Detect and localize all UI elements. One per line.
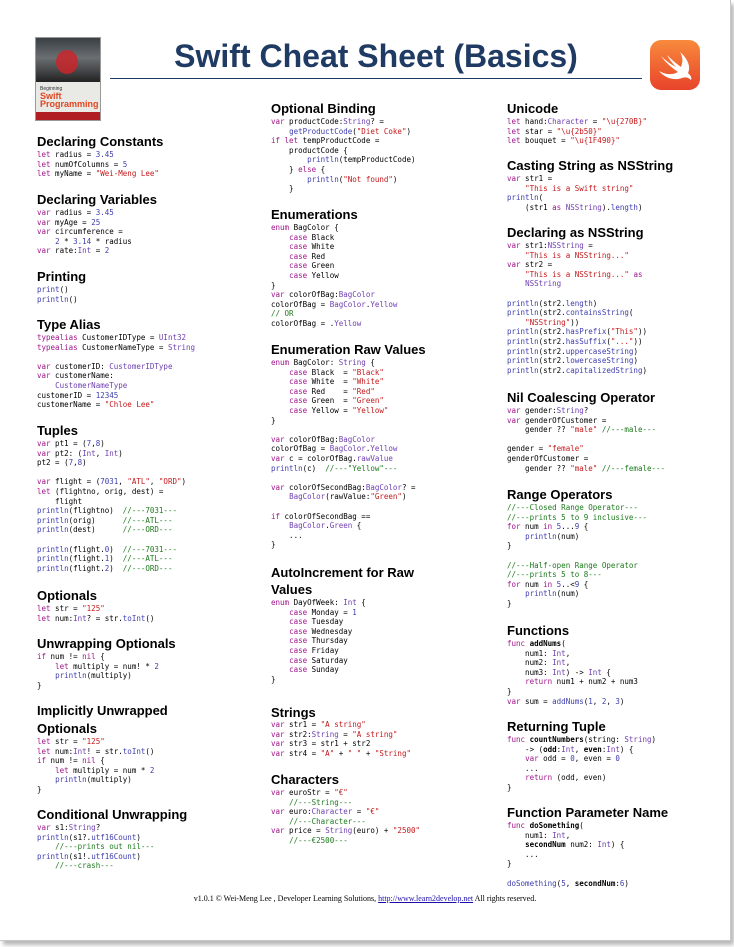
heading-unicode: Unicode <box>507 101 559 116</box>
heading-implicitly-unwrapped-cont: Optionals <box>37 721 97 736</box>
book-cover-subtitle: Beginning <box>40 86 63 92</box>
heading-conditional-unwrapping: Conditional Unwrapping <box>37 807 188 822</box>
heading-casting-string: Casting String as NSString <box>507 158 674 173</box>
title-underline <box>110 78 642 79</box>
heading-characters: Characters <box>271 772 339 787</box>
page-title: Swift Cheat Sheet (Basics) <box>174 38 578 74</box>
heading-autoincrement: AutoIncrement for Raw <box>271 565 415 580</box>
heading-strings: Strings <box>271 705 316 720</box>
heading-unwrapping-optionals: Unwrapping Optionals <box>37 636 176 651</box>
code-optional-binding: var productCode:String? = getProductCode("Diet Coke") if let tempProductCode = productCode { println(tempProductCode) } else { println("Not found") } <box>271 117 416 194</box>
code-declaring-variables: var radius = 3.45 var myAge = 25 var circumference = 2 * 3.14 * radius var rate:Int = 2 <box>37 208 132 256</box>
code-implicitly-unwrapped: let str = "125" let num:Int! = str.toInt() if num != nil { let multiply = num * 2 println(multiply) } <box>37 737 155 794</box>
heading-enumeration-raw-values: Enumeration Raw Values <box>271 342 426 357</box>
heading-type-alias: Type Alias <box>37 317 101 332</box>
heading-tuples: Tuples <box>37 423 78 438</box>
code-autoincrement: enum DayOfWeek: Int { case Monday = 1 case Tuesday case Wednesday case Thursday case Friday case Saturday case Sunday } <box>271 598 366 684</box>
heading-implicitly-unwrapped: Implicitly Unwrapped <box>37 703 168 718</box>
code-nil-coalescing: var gender:String? var genderOfCustomer = gender ?? "male" //---male--- gender = "female" genderOfCustomer = gender ?? "male" //---female--- <box>507 406 666 473</box>
heading-returning-tuple: Returning Tuple <box>507 719 606 734</box>
swift-logo-icon <box>650 40 700 90</box>
code-tuples: var pt1 = (7,8) var pt2: (Int, Int) pt2 = (7,8) var flight = (7031, "ATL", "ORD") let (flightno, orig, dest) = flight println(flightno) //---7031--- println(orig) //---ATL--- println(dest) //---ORD--- println(flight.0) //---7031--- println(flight.1) //---ATL--- println(flight.2) //---ORD--- <box>37 439 187 573</box>
book-cover-stripe <box>36 112 100 120</box>
heading-optional-binding: Optional Binding <box>271 101 376 116</box>
code-casting-string: var str1 = "This is a Swift string" println( (str1 as NSString).length) <box>507 174 643 212</box>
code-printing: print() println() <box>37 285 78 304</box>
heading-range-operators: Range Operators <box>507 487 613 502</box>
code-returning-tuple: func countNumbers(string: String) -> (odd:Int, even:Int) { var odd = 0, even = 0 ... return (odd, even) } <box>507 735 657 792</box>
heading-declaring-nsstring: Declaring as NSString <box>507 225 644 240</box>
code-strings: var str1 = "A string" var str2:String = "A string" var str3 = str1 + str2 var str4 = "A" + " " + "String" <box>271 720 411 758</box>
heading-declaring-constants: Declaring Constants <box>37 134 164 149</box>
code-conditional-unwrapping: var s1:String? println(s1?.utf16Count) //---prints out nil--- println(s1!.utf16Count) //---crash--- <box>37 823 155 871</box>
code-unwrapping-optionals: if num != nil { let multiply = num! * 2 println(multiply) } <box>37 652 159 690</box>
book-cover-rider <box>56 50 78 74</box>
code-functions: func addNums( num1: Int, num2: Int, num3: Int) -> Int { return num1 + num2 + num3 } var sum = addNums(1, 2, 3) <box>507 639 638 706</box>
footer <box>0 894 730 903</box>
code-enumeration-raw-values: enum BagColor: String { case Black = "Black" case White = "White" case Red = "Red" case Green = "Green" case Yellow = "Yellow" } var colorOfBag:BagColor colorOfBag = BagColor.Yellow var c = colorOfBag.rawValue println(c) //---"Yellow"--- var colorOfSecondBag:BagColor? = BagColor(rawValue:"Green") if colorOfSecondBag == BagColor.Green { ... } <box>271 358 416 550</box>
code-range-operators: //---Closed Range Operator--- //---prints 5 to 9 inclusive--- for num in 5...9 { println(num) } //---Half-open Range Operator //---prints 5 to 8--- for num in 5..<9 { println(num) } <box>507 503 647 608</box>
code-unicode: let hand:Character = "\u{270B}" let star = "\u{2b50}" let bouquet = "\u{1F490}" <box>507 117 647 146</box>
heading-nil-coalescing: Nil Coalescing Operator <box>507 390 656 405</box>
code-optionals: let str = "125" let num:Int? = str.toInt() <box>37 604 155 623</box>
footer-link[interactable]: http://www.learn2develop.net <box>378 894 474 903</box>
code-type-alias: typealias CustomerIDType = UInt32 typealias CustomerNameType = String var customerID: CustomerIDType var customerName: CustomerNameType customerID = 12345 customerName = "Chloe Lee" <box>37 333 196 410</box>
code-declaring-nsstring: var str1:NSString = "This is a NSString..." var str2 = "This is a NSString..." as NSString println(str2.length) println(str2.containsString( "NSString")) println(str2.hasPrefix("This")) println(str2.hasSuffix("...")) println(str2.uppercaseString) println(str2.lowercaseString) println(str2.capitalizedString) <box>507 241 647 375</box>
heading-enumerations: Enumerations <box>271 207 358 222</box>
book-cover-image <box>35 37 101 121</box>
heading-functions: Functions <box>507 623 570 638</box>
code-enumerations: enum BagColor { case Black case White case Red case Green case Yellow } var colorOfBag:BagColor colorOfBag = BagColor.Yellow // OR colorOfBag = .Yellow <box>271 223 398 328</box>
heading-autoincrement-cont: Values <box>271 582 313 597</box>
footer-rights: All rights reserved. <box>473 894 537 903</box>
code-function-parameter-name: func doSomething( num1: Int, secondNum num2: Int) { ... } doSomething(5, secondNum:6) <box>507 821 629 888</box>
heading-function-parameter-name: Function Parameter Name <box>507 805 669 820</box>
heading-printing: Printing <box>37 269 87 284</box>
book-cover-title: Swift Programming <box>40 91 99 109</box>
heading-optionals: Optionals <box>37 588 97 603</box>
heading-declaring-variables: Declaring Variables <box>37 192 157 207</box>
code-characters: var euroStr = "€" //---String--- var euro:Character = "€" //---Character--- var price = String(euro) + "2500" //---€2500--- <box>271 788 421 845</box>
code-declaring-constants: let radius = 3.45 let numOfColumns = 5 let myName = "Wei-Meng Lee" <box>37 150 159 179</box>
footer-copyright: v1.0.1 © Wei-Meng Lee , Developer Learning Solutions, <box>193 894 379 903</box>
